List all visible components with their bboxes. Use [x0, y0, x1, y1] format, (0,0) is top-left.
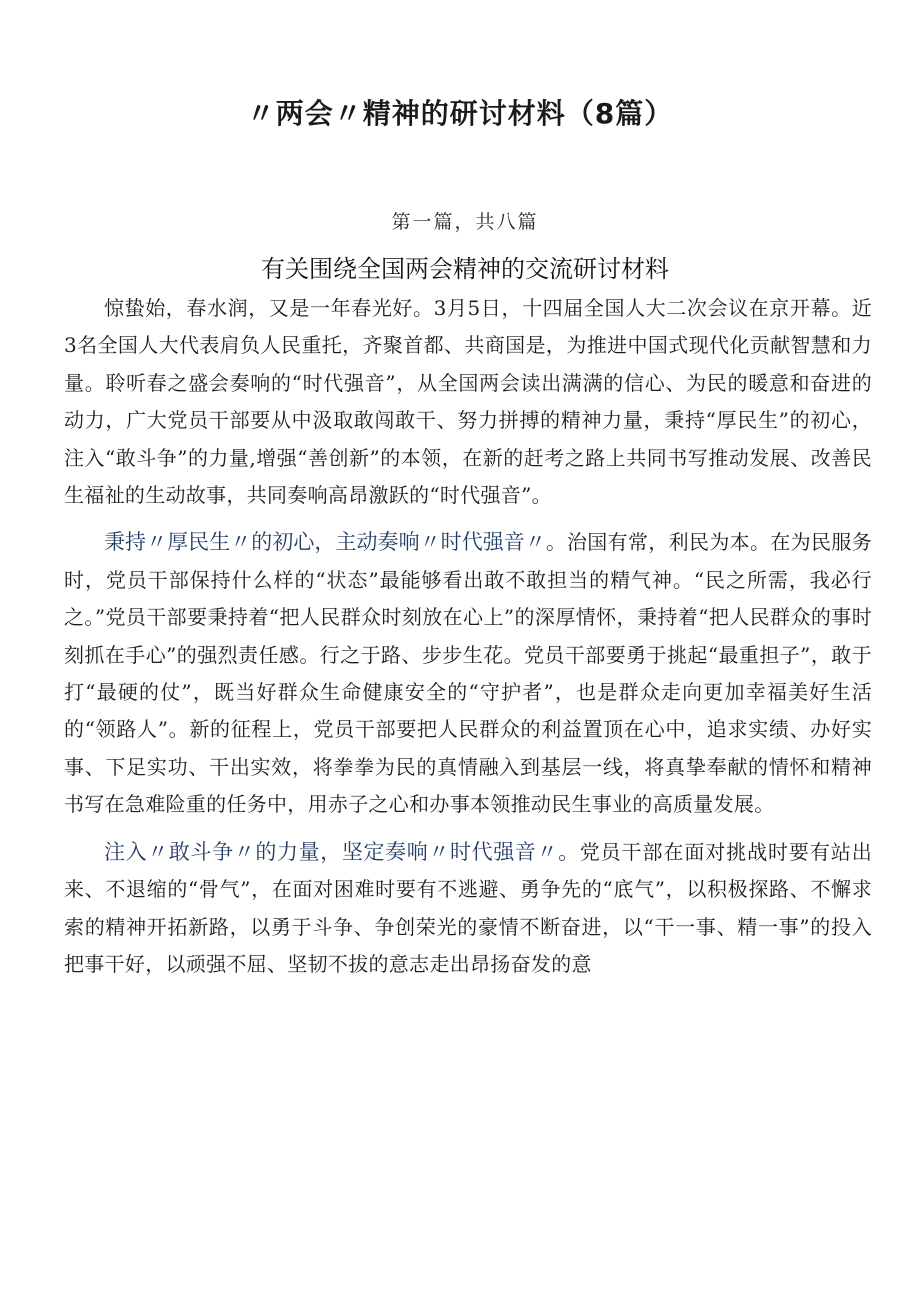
- paragraph-intro: [64, 290, 872, 514]
- paragraph-heading: 注入〃敢斗争〃的力量，坚定奏响〃时代强音〃。: [104, 839, 580, 864]
- document-body: [64, 290, 872, 983]
- paragraph-text: 党员干部在面对挑战时要有站出来、不退缩的“骨气”，在面对困难时要有不逃避、勇争先的“底气”，以积极探路、不懈求索的精神开拓新路，以勇于斗争、争创荣光的豪情不断奋进，以“干一事、精一事”的投入把事干好，以顽强不屈、坚韧不拔的意志走出昂扬奋发的意: [64, 839, 872, 976]
- paragraph-heading: 秉持〃厚民生〃的初心，主动奏响〃时代强音〃。: [104, 530, 567, 555]
- chapter-label: 第一篇，共八篇: [391, 211, 539, 233]
- paragraph-text: 治国有常，利民为本。在为民服务时，党员干部保持什么样的“状态”最能够看出敢不敢担当的精气神。“民之所需，我必行之。”党员干部要秉持着“把人民群众时刻放在心上”的深厚情怀，秉持着“把人民群众的事时刻抓在手心”的强烈责任感。行之于路、步步生花。党员干部要勇于挑起“最重担子”，敢于打“最硬的仗”，既当好群众生命健康安全的“守护者”，也是群众走向更加幸福美好生活的“领路人”。新的征程上，党员干部要把人民群众的利益置顶在心中，追求实绩、办好实事、下足实功、干出实效，将拳拳为民的真情融入到基层一线，将真挚奉献的情怀和精神书写在急难险重的任务中，用赤子之心和办事本领推动民生事业的高质量发展。: [64, 530, 873, 817]
- paragraph-dare-to-struggle: [64, 834, 872, 984]
- section-subtitle: 有关围绕全国两会精神的交流研讨材料: [261, 255, 669, 283]
- paragraph-text: 惊蛰始，春水润，又是一年春光好。3月5日，十四届全国人大二次会议在京开幕。近3名全国人大代表肩负人民重托，齐聚首都、共商国是，为推进中国式现代化贡献智慧和力量。聆听春之盛会奏响的“时代强音”，从全国两会读出满满的信心、为民的暖意和奋进的动力，广大党员干部要从中汲取敢闯敢干、努力拼搏的精神力量，秉持“厚民生”的初心，注入“敢斗争”的力量,增强“善创新”的本领，在新的赶考之路上共同书写推动发展、改善民生福祉的生动故事，共同奏响高昂激跃的“时代强音”。: [64, 296, 872, 508]
- document-title: 〃两会〃精神的研讨材料（8篇）: [246, 97, 674, 130]
- paragraph-people-livelihood: [64, 524, 872, 823]
